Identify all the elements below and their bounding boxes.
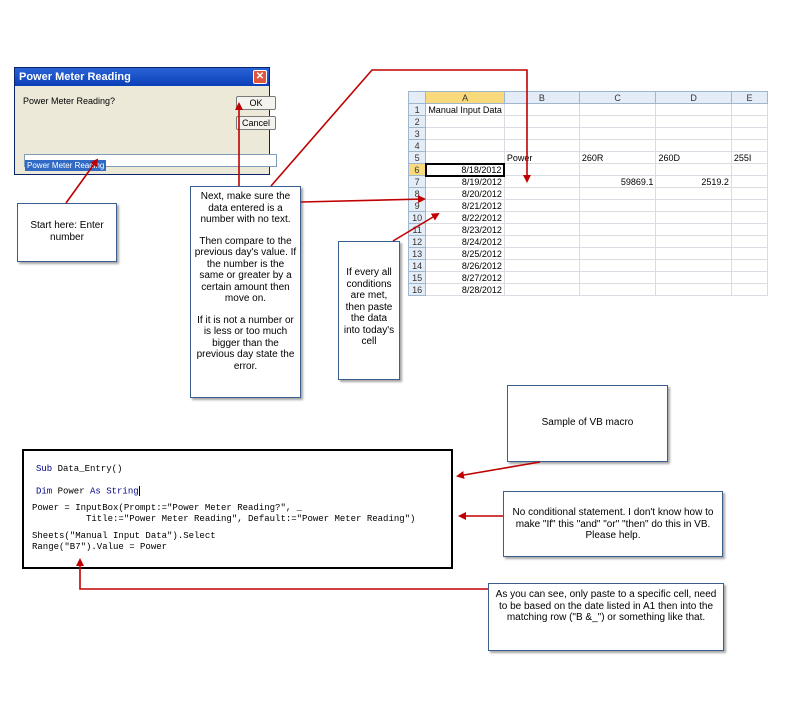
column-header-c[interactable]: C (579, 92, 656, 104)
sheet-cell[interactable]: 59869.1 (579, 176, 656, 188)
sheet-cell[interactable]: 8/20/2012 (426, 188, 505, 200)
row-header[interactable]: 11 (409, 224, 426, 236)
code-keyword: Sub (36, 464, 53, 474)
sheet-cell[interactable]: 260D (656, 152, 731, 164)
column-header-a[interactable]: A (426, 92, 505, 104)
row-header[interactable]: 14 (409, 260, 426, 272)
row-header[interactable]: 13 (409, 248, 426, 260)
callout-validation-p3: If it is not a number or is less or too much bigger than the previous day state the error. (196, 314, 295, 372)
arrow-to-input-field (66, 160, 97, 203)
row-header[interactable]: 4 (409, 140, 426, 152)
sheet-cell[interactable]: 8/26/2012 (426, 260, 505, 272)
column-header-b[interactable]: B (504, 92, 579, 104)
dialog-input-value: Power Meter Reading (27, 161, 105, 170)
row-header[interactable]: 5 (409, 152, 426, 164)
callout-validation-p2: Then compare to the previous day's value. If the number is the same or greater by a certain amount then move on. (194, 235, 297, 304)
column-header-e[interactable]: E (731, 92, 767, 104)
row-header[interactable]: 6 (409, 164, 426, 176)
sheet-cell[interactable]: 8/21/2012 (426, 200, 505, 212)
callout-validation-p1: Next, make sure the data entered is a number with no text. (200, 191, 291, 225)
arrow-to-b7-via-top (271, 70, 527, 186)
row-header[interactable]: 2 (409, 116, 426, 128)
callout-paste-text: If every all conditions are met, then paste the data into today's cell (343, 267, 395, 347)
code-line-sheets: Sheets("Manual Input Data").Select (32, 531, 216, 541)
callout-start-text: Start here: Enter number (30, 220, 104, 243)
code-keyword: Dim (36, 486, 53, 497)
sheet-cell[interactable]: 8/28/2012 (426, 284, 505, 296)
code-text: Data_Entry() (52, 464, 123, 474)
callout-sample-text: Sample of VB macro (541, 417, 634, 428)
code-text: Power (52, 486, 91, 497)
sheet-cell[interactable]: 8/19/2012 (426, 176, 505, 188)
sheet-cell[interactable]: 8/23/2012 (426, 224, 505, 236)
sheet-cell[interactable]: 8/22/2012 (426, 212, 505, 224)
column-header-d[interactable]: D (656, 92, 731, 104)
code-keyword: As (90, 486, 101, 497)
arrow-to-code-range (80, 560, 488, 589)
dialog-title: Power Meter Reading (19, 71, 131, 83)
sheet-cell[interactable]: Power (504, 152, 579, 164)
callout-conditional-text: No conditional statement. I don't know how to make "If" this "and" "or" "then" do this in VB. Please help. (512, 507, 714, 541)
row-header[interactable]: 1 (409, 104, 426, 116)
ok-button[interactable]: OK (236, 96, 276, 110)
code-line-title: Title:="Power Meter Reading", Default:="Power Meter Reading") (32, 514, 416, 524)
arrow-to-a7 (301, 199, 424, 202)
cancel-button[interactable]: Cancel (236, 116, 276, 130)
sheet-cell[interactable]: 255I (731, 152, 767, 164)
sheet-cell[interactable]: 8/25/2012 (426, 248, 505, 260)
dialog-prompt: Power Meter Reading? (23, 96, 116, 106)
code-line-range: Range("B7").Value = Power (32, 542, 168, 552)
callout-location-text: As you can see, only paste to a specific cell, need to be based on the date listed in A1 then into the matching row ("B &_") or something like that. (495, 589, 717, 623)
arrow-to-a8-row (393, 214, 438, 241)
arrow-to-code-dim (458, 462, 540, 476)
row-header[interactable]: 16 (409, 284, 426, 296)
sheet-cell[interactable]: 8/27/2012 (426, 272, 505, 284)
sheet-cell[interactable]: Manual Input Data (426, 104, 505, 116)
sheet-cell[interactable]: 8/18/2012 (426, 164, 505, 176)
row-header[interactable]: 12 (409, 236, 426, 248)
row-header[interactable]: 10 (409, 212, 426, 224)
row-header[interactable]: 8 (409, 188, 426, 200)
sheet-cell[interactable]: 2519.2 (656, 176, 731, 188)
row-header[interactable]: 15 (409, 272, 426, 284)
row-header[interactable]: 7 (409, 176, 426, 188)
sheet-cell[interactable]: 8/24/2012 (426, 236, 505, 248)
row-header[interactable]: 9 (409, 200, 426, 212)
close-icon[interactable]: ✕ (253, 70, 267, 84)
code-keyword: String (100, 486, 139, 497)
row-header[interactable]: 3 (409, 128, 426, 140)
sheet-cell[interactable]: 260R (579, 152, 656, 164)
code-line-inputbox: Power = InputBox(Prompt:="Power Meter Reading?", _ (32, 503, 303, 513)
